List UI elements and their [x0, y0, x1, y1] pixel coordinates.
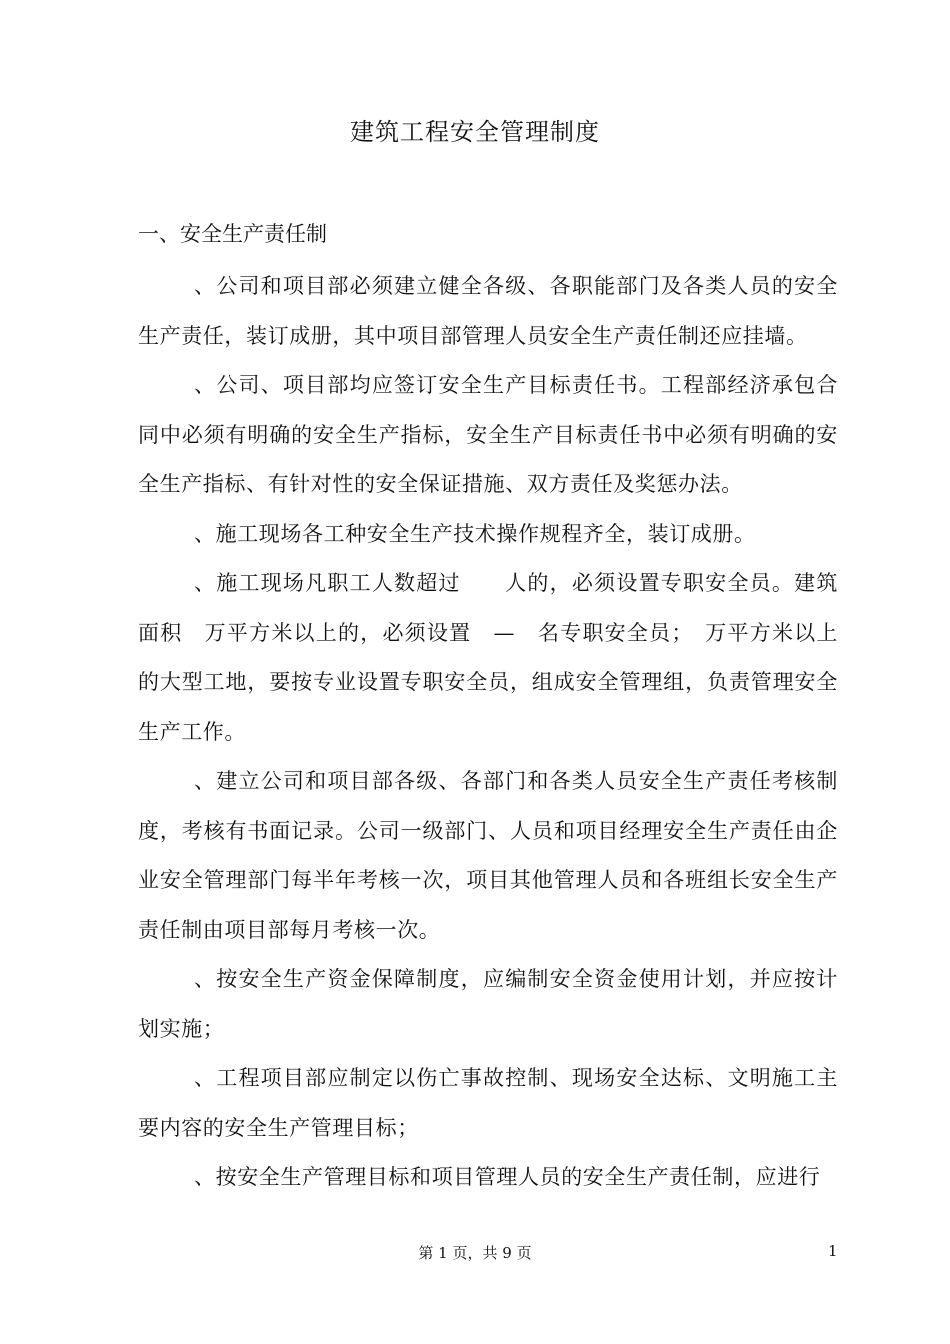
paragraph-7: 、工程项目部应制定以伤亡事故控制、现场安全达标、文明施工主要内容的安全生产管理目标； — [138, 1066, 838, 1140]
paragraph-8: 、按安全生产管理目标和项目管理人员的安全生产责任制，应进行 — [194, 1165, 821, 1189]
section-heading: 一、安全生产责任制 — [138, 222, 327, 246]
footer-page-number: 1 — [828, 1242, 838, 1260]
paragraph-1: 、公司和项目部必须建立健全各级、各职能部门及各类人员的安全生产责任，装订成册，其中项目部管理人员安全生产责任制还应挂墙。 — [138, 274, 838, 348]
document-body — [138, 262, 838, 1203]
paragraph-4: 、施工现场凡职工人数超过 人的，必须设置专职安全员。建筑面积 万平方米以上的，必须设置 — 名专职安全员； 万平方米以上的大型工地，要按专业设置专职安全员，组成安全管理组，负责管理安全生产工作。 — [138, 571, 838, 744]
paragraph-3: 、施工现场各工种安全生产技术操作规程齐全，装订成册。 — [194, 521, 756, 546]
paragraph-5: 、建立公司和项目部各级、各部门和各类人员安全生产责任考核制度，考核有书面记录。公司一级部门、人员和项目经理安全生产责任由企业安全管理部门每半年考核一次，项目其他管理人员和各班组长安全生产责任制由项目部每月考核一次。 — [138, 769, 838, 942]
paragraph-6: 、按安全生产资金保障制度，应编制安全资金使用计划，并应按计划实施； — [138, 967, 838, 1041]
document-title: 建筑工程安全管理制度 — [350, 118, 600, 146]
paragraph-2: 、公司、项目部均应签订安全生产目标责任书。工程部经济承包合同中必须有明确的安全生产指标，安全生产目标责任书中必须有明确的安全生产指标、有针对性的安全保证措施、双方责任及奖惩办法。 — [138, 373, 838, 496]
footer-page-info: 第 1 页，共 9 页 — [418, 1244, 532, 1262]
